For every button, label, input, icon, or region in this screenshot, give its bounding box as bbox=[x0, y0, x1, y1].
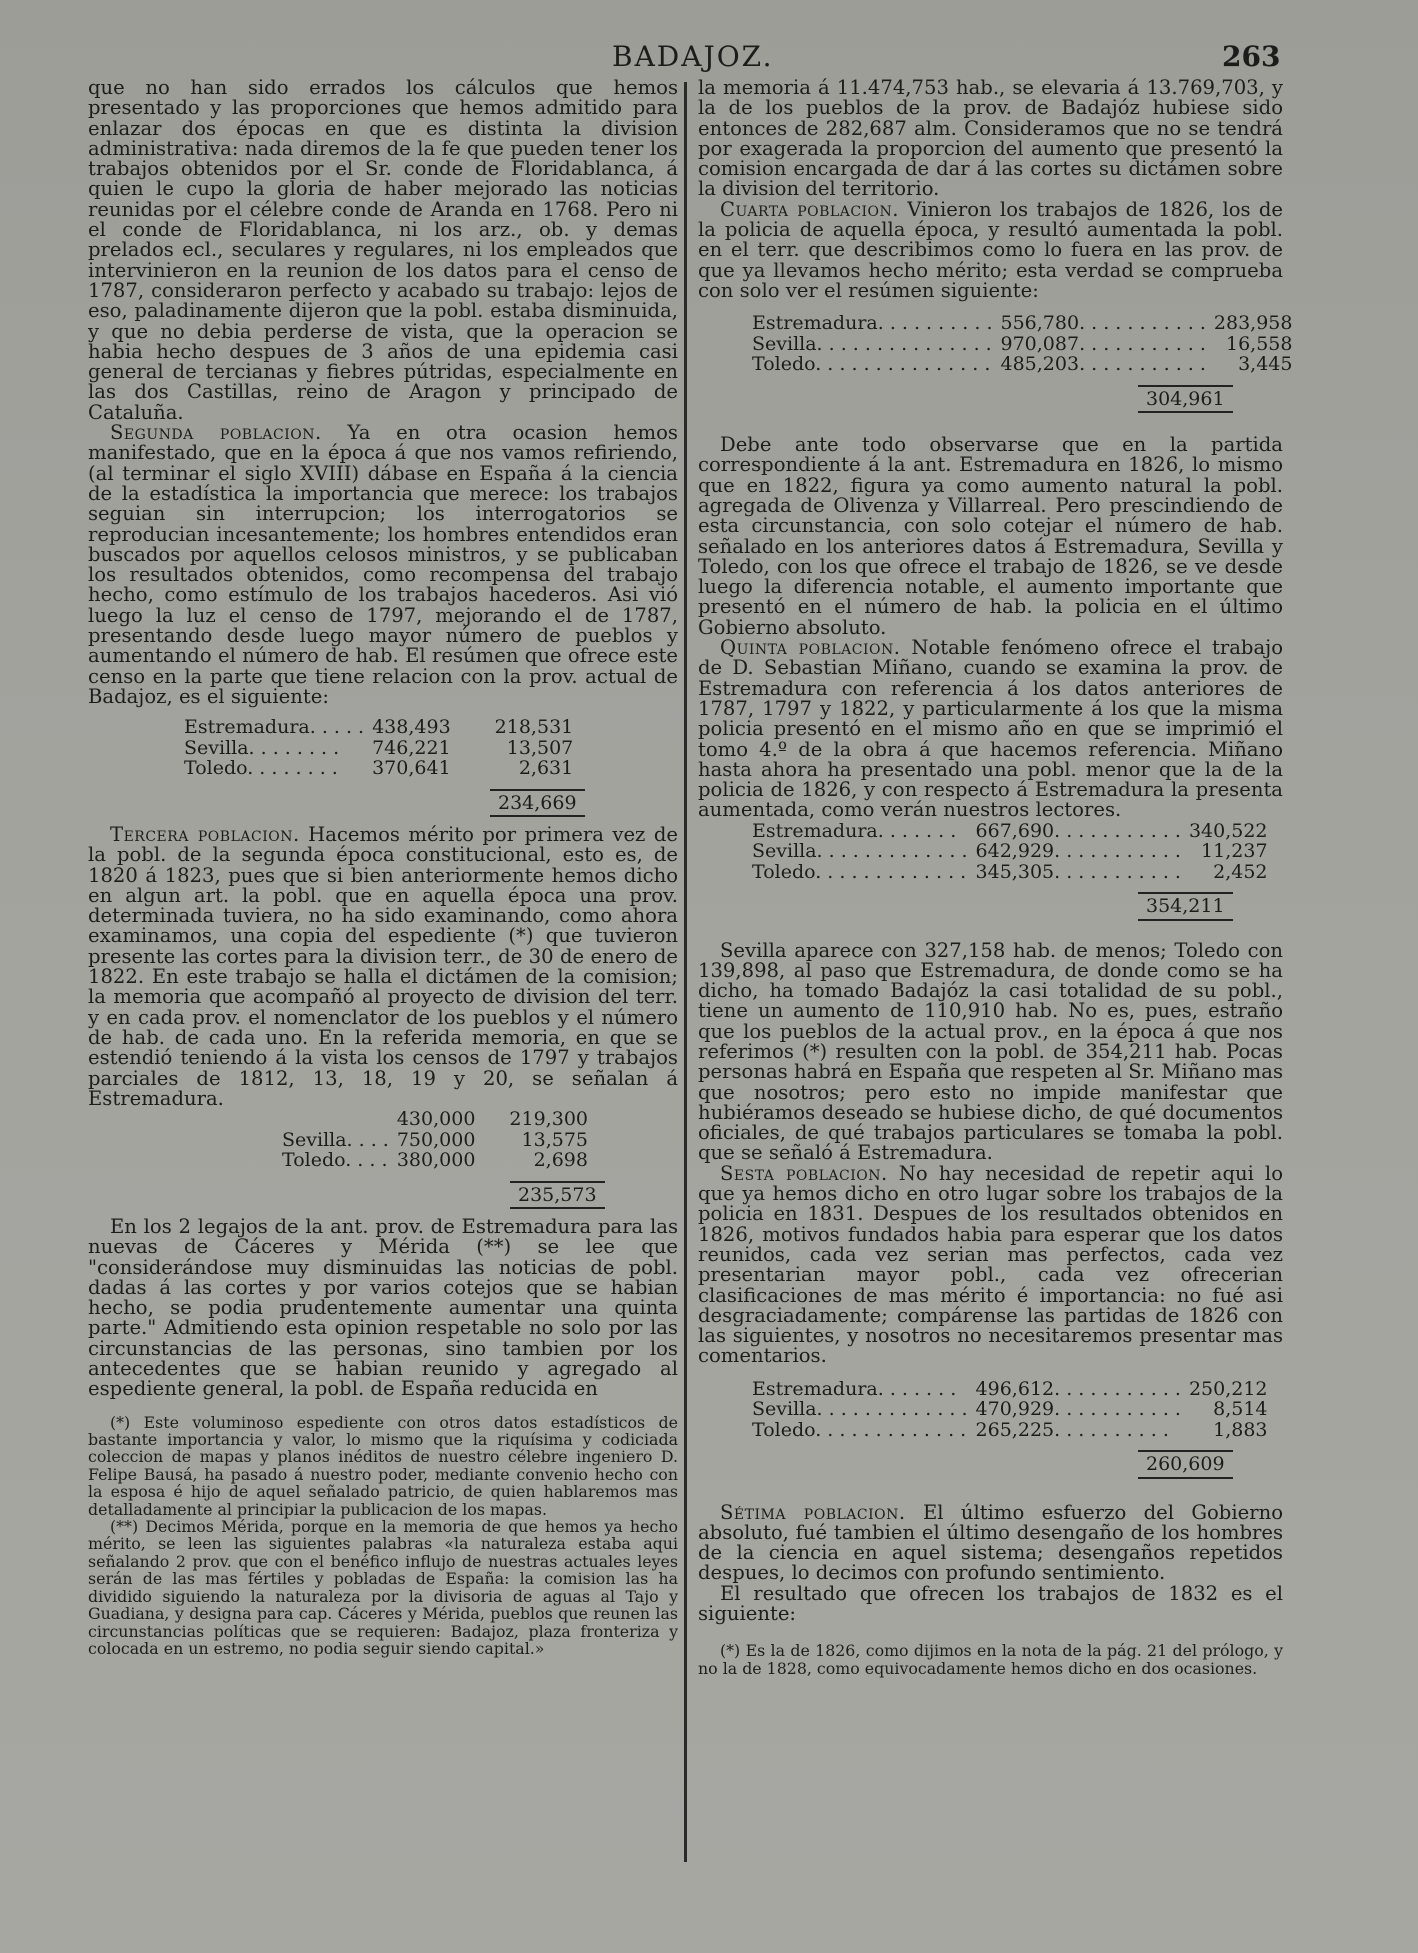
table-row: Toledo. . . . . . . . . . . . . 265,225. . . . . . . . . . 1,883 bbox=[752, 1418, 1268, 1441]
table-total: 260,609 bbox=[1138, 1450, 1233, 1478]
page-header bbox=[0, 36, 1418, 76]
table-row: Sevilla. . . . . . . . . . . . . 470,929. . . . . . . . . . . 8,514 bbox=[752, 1398, 1268, 1421]
paragraph: Sevilla aparece con 327,158 hab. de menos; Toledo con 139,898, al paso que Estremadura, de donde como se ha dicho, ha tomado Badajóz la casi totalidad de su pobl., tiene un aumento de 110,910 hab. No es, pues, estraño que los pueblos de la actual prov., en la época á que nos referimos (*) resulten con la pobl. de 354,211 hab. Pocas personas habrá en España que respeten al Sr. Miñano mas que nosotros; pero esto no impide manifestar que hubiéramos deseado se hubiese dicho, de qué documentos oficiales, de qué trabajos particulares se tomaba la pobl. que se señaló á Estremadura. bbox=[698, 938, 1283, 1165]
footnotes bbox=[698, 1642, 1283, 1677]
page-number: 263 bbox=[1222, 40, 1281, 73]
table-row: Sevilla. . . . . . . . . . . . . . . 970,087. . . . . . . . . . . 16,558 bbox=[752, 332, 1293, 355]
paragraph bbox=[698, 197, 1283, 302]
table-row: Toledo. . . . . . . . . . . . . 345,305. . . . . . . . . . . 2,452 bbox=[752, 860, 1268, 883]
table-row: Toledo. . . . 380,000 2,698 bbox=[282, 1149, 588, 1172]
section-heading: Sesta poblacion. bbox=[720, 1161, 888, 1185]
footnotes bbox=[88, 1414, 678, 1658]
paragraph-text: Ya en otra ocasion hemos manifestado, que en la época á que nos vamos refiriendo, (al terminar el siglo XVIII) dábase en España á la ciencia de la estadística la importancia que merece: los trabajos seguian sin interrupcion; los interrogatorios se reproducian incesantemente; los hombres entendidos eran buscados por aquellos celosos ministros, y se publicaban los resultados obtenidos, como recompensa del trabajo hecho, como estímulo de los trabajos hacederos. Asi vió luego la luz el censo de 1797, mejorando el de 1787, presentando desde luego mayor número de pueblos y aumentando el número de hab. El resúmen que ofrece este censo en la parte que tiene relacion con la prov. actual de Badajoz, es el siguiente: bbox=[88, 421, 678, 708]
table-row: Estremadura. . . . . 438,493 218,531 bbox=[184, 716, 574, 739]
footnote: (**) Decimos Mérida, porque en la memoria de que hemos ya hecho mérito, se leen las siguientes palabras «la naturaleza estaba aqui señalando 2 prov. que con el benéfico influjo de nuestras actuales leyes serán de las mas fértiles y pobladas de España: la comision las ha dividido siguiendo la naturaleza por la divisoria de aguas al Tajo y Guadiana, y designa para cap. Cáceres y Mérida, pueblos que reunen las circunstancias políticas que se requieren: Badajoz, plaza fronteriza y colocada en un estremo, no podia seguir siendo capital.» bbox=[88, 1517, 678, 1658]
table-row: Estremadura. . . . . . . 667,690. . . . . . . . . . . 340,522 bbox=[752, 819, 1268, 842]
section-heading: Sétima poblacion. bbox=[720, 1500, 906, 1524]
running-head: BADAJOZ. bbox=[612, 40, 774, 73]
table-total: 235,573 bbox=[510, 1181, 605, 1209]
table-row: Estremadura. . . . . . . 496,612. . . . . . . . . . . 250,212 bbox=[752, 1377, 1268, 1400]
paragraph: que no han sido errados los cálculos que hemos presentado y las proporciones que hemos admitido para enlazar dos épocas en que es distinta la division administrativa: nada diremos de la fe que pueden tener los trabajos obtenidos por el Sr. conde de Floridablanca, á quien le cupo la gloria de haber mejorado las noticias reunidas por el célebre conde de Aranda en 1768. Pero ni el conde de Floridablanca, ni los arz., ob. y demas prelados ecl., seculares y regulares, ni los empleados que intervinieron en la reunion de los datos para el censo de 1787, consideraron perfecto y acabado su trabajo: lejos de eso, paladinamente dijeron que la pobl. estaba disminuida, y que no debia perderse de vista, que la operacion se habia hecho despues de 3 años de una epidemia casi general de tercianas y fiebres pútridas, especialmente en las dos Castillas, reino de Aragon y principado de Cataluña. bbox=[88, 76, 678, 424]
paragraph: la memoria á 11.474,753 hab., se elevaria á 13.769,703, y la de los pueblos de la prov. de Badajóz hubiese sido entonces de 282,687 alm. Consideramos que no se tendrá por exagerada la proporcion del aumento que presentó la comision encargada de dar á las cortes su dictámen sobre la division del territorio. bbox=[698, 76, 1283, 201]
section-heading: Quinta poblacion. bbox=[720, 636, 901, 660]
paragraph bbox=[698, 638, 1283, 821]
table-total: 304,961 bbox=[1138, 385, 1233, 413]
footnote: (*) Este voluminoso espediente con otros datos estadísticos de bastante importancia y valor, lo mismo que la riquísima y codiciada coleccion de mapas y planos inéditos de nuestro célebre ingeniero D. Felipe Bausá, ha pasado á nuestro poder, mediante convenio hecho con la esposa é hijo de aquel señalado patricio, de quien hablaremos mas detalladamente al principiar la publicacion de los mapas. bbox=[88, 1412, 678, 1519]
paragraph-text: Hacemos mérito por primera vez de la pobl. de la segunda época constitucional, esto es, de 1820 á 1823, pues que si bien anteriormente hemos dicho en algun art. la pobl. que en aquella época una prov. determinada tuviera, no ha sido examinando, como ahora examinamos, una copia del espediente (*) que tuvieron presente las cortes para la division terr., de 30 de enero de 1822. En este trabajo se halla el dictámen de la comision; la memoria que acompañó al proyecto de division del terr. y en cada prov. el nomenclator de los pueblos y el número de hab. de cada uno. En la referida memoria, en que se estendió teniendo á la vista los censos de 1797 y trabajos parciales de 1812, 13, 18, 19 y 20, se señalan á Estremadura. bbox=[88, 823, 678, 1110]
figure-table-1826 bbox=[698, 312, 1293, 413]
footnote: (*) Es la de 1826, como dijimos en la nota de la pág. 21 del prólogo, y no la de 1828, como equivocadamente hemos dicho en dos ocasiones. bbox=[698, 1641, 1283, 1678]
table-total: 354,211 bbox=[1138, 892, 1233, 920]
figure-table-1831 bbox=[698, 1379, 1283, 1479]
section-heading: Cuarta poblacion. bbox=[720, 197, 900, 221]
paragraph bbox=[88, 825, 678, 1109]
paragraph bbox=[88, 423, 678, 707]
table-row: 430,000 219,300 bbox=[396, 1108, 588, 1131]
table-row: Sevilla. . . . . . . . . . . . . 642,929. . . . . . . . . . . 11,237 bbox=[752, 840, 1268, 863]
paragraph bbox=[698, 1500, 1283, 1585]
table-row: Toledo. . . . . . . . 370,641 2,631 bbox=[184, 757, 574, 780]
paragraph-text: No hay necesidad de repetir aqui lo que ya hemos dicho en otro lugar sobre los trabajos de la policia en 1831. Despues de los resultados obtenidos en 1826, motivos fundados habia para esperar que los datos reunidos, cada vez serian mas perfectos, cada vez presentarian mayor pobl., cada vez ofrecerian clasificaciones de mas mérito é importancia: no fué asi desgraciadamente; compárense las partidas de 1826 con las siguientes, y nosotros no necesitaremos presentar mas comentarios. bbox=[698, 1161, 1283, 1368]
table-row: Sevilla. . . . 750,000 13,575 bbox=[282, 1128, 588, 1151]
paragraph: En los 2 legajos de la ant. prov. de Estremadura para las nuevas de Cáceres y Mérida (**) se lee que "considerándose muy disminuidas las noticias de pobl. dadas á las cortes y por varios cotejos que se habian hecho, se podia prudentemente aumentar una quinta parte." Admitiendo esta opinion respetable no solo por las circunstancias de las personas, sino tambien por los antecedentes que se habian reunido y agregado al espediente general, la pobl. de España reducida en bbox=[88, 1214, 678, 1401]
right-column bbox=[698, 76, 1293, 1678]
left-column bbox=[88, 78, 678, 1657]
paragraph: Debe ante todo observarse que en la partida correspondiente á la ant. Estremadura en 1826, lo mismo que en 1822, figura ya como aumento natural la pobl. agregada de Olivenza y Villarreal. Pero prescindiendo de esta circunstancia, con solo cotejar el número de hab. señalado en los anteriores datos á Estremadura, Sevilla y Toledo, con los que ofrece el trabajo de 1826, se ve desde luego la diferencia notable, el aumento importante que presentó en el número de hab. la policia en el último Gobierno absoluto. bbox=[698, 433, 1283, 639]
figure-table-1822 bbox=[88, 1109, 678, 1209]
paragraph: El resultado que ofrecen los trabajos de 1832 es el siguiente: bbox=[698, 1581, 1283, 1626]
table-row: Toledo. . . . . . . . . . . . . . . 485,203. . . . . . . . . . . 3,445 bbox=[752, 353, 1293, 376]
section-heading: Tercera poblacion. bbox=[110, 823, 300, 846]
figure-table-1797 bbox=[88, 717, 678, 817]
figure-table-minano bbox=[698, 821, 1283, 921]
table-row: Sevilla. . . . . . . . 746,221 13,507 bbox=[184, 736, 574, 759]
table-row: Estremadura. . . . . . . . . . 556,780. . . . . . . . . . . 283,958 bbox=[752, 312, 1293, 335]
table-total: 234,669 bbox=[490, 789, 585, 817]
column-divider bbox=[684, 82, 687, 1862]
paragraph-text: Notable fenómeno ofrece el trabajo de D. Sebastian Miñano, cuando se examina la prov. de Estremadura con referencia á los datos anteriores de 1787, 1797 y 1822, y particularmente á los que la misma policia presentó en el mismo año en que se imprimió el tomo 4.º de la obra á que hacemos referencia. Miñano hasta ahora ha presentado una pobl. menor que la de la policia de 1826, y con respecto á Estremadura la presenta aumentada, como verán nuestros lectores. bbox=[698, 636, 1283, 822]
paragraph-text: El último esfuerzo del Gobierno absoluto, fué tambien el último desengaño de los hombres de la ciencia en aquel sistema; desengaños repetidos despues, lo decimos con profundo sentimiento. bbox=[698, 1500, 1283, 1585]
paragraph-text: Vinieron los trabajos de 1826, los de la policia de aquella época, y resultó aumentada la pobl. en el terr. que describimos como lo fuera en las prov. de que ya llevamos hecho mérito; esta verdad se comprueba con solo ver el resúmen siguiente: bbox=[698, 197, 1283, 302]
section-heading: Segunda poblacion. bbox=[110, 421, 322, 445]
paragraph bbox=[698, 1161, 1283, 1368]
